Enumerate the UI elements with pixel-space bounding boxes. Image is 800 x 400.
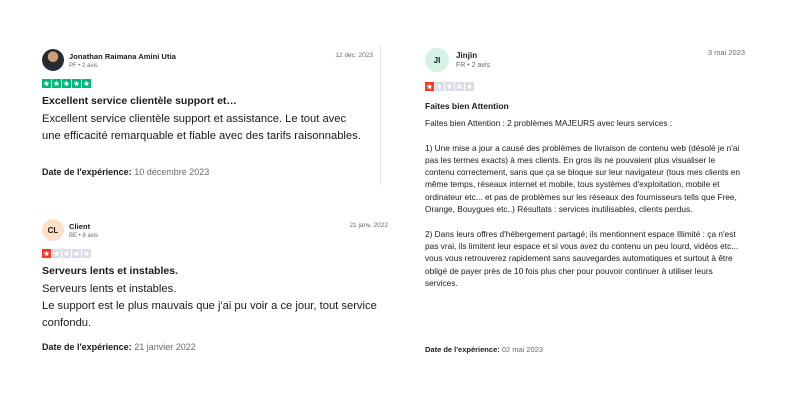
star-icon (42, 249, 51, 258)
review-title[interactable]: Faites bien Attention (425, 101, 509, 111)
star-rating (425, 82, 474, 91)
star-icon (52, 79, 61, 88)
avatar[interactable] (42, 219, 64, 241)
experience-value: 10 décembre 2023 (134, 167, 210, 177)
review-date: 21 janv. 2022 (349, 222, 388, 229)
review-header (42, 45, 176, 75)
author-name[interactable]: Client (69, 221, 91, 231)
experience-value: 21 janvier 2022 (134, 342, 196, 352)
star-icon (52, 249, 61, 258)
avatar-initials: CL (47, 225, 59, 235)
star-icon (425, 82, 434, 91)
star-icon (455, 82, 464, 91)
author-meta: BE • 8 avis (69, 232, 99, 239)
review-date: 12 déc. 2023 (335, 52, 373, 59)
experience-value: 02 mai 2023 (501, 345, 544, 354)
star-icon (72, 249, 81, 258)
star-icon (82, 79, 91, 88)
review-body: Excellent service clientèle support et assistance. Le tout avec une efficacité remarquable et fiable avec des tarifs raisonnables. (42, 113, 361, 142)
avatar[interactable] (42, 49, 64, 71)
avatar-initials: JI (433, 55, 441, 65)
review-header (42, 215, 98, 245)
star-icon (62, 79, 71, 88)
review-body: Serveurs lents et instables. Le support est le plus mauvais que j'ai pu voir a ce jour, tout service confondu. (42, 283, 377, 329)
star-icon (465, 82, 474, 91)
review-card (42, 45, 377, 185)
experience-label: Date de l'expérience: (42, 342, 132, 352)
star-icon (72, 79, 81, 88)
author-name[interactable]: Jonathan Raimana Amini Utia (69, 51, 176, 61)
author-meta: PF • 2 avis (69, 62, 98, 69)
star-rating (42, 249, 91, 258)
experience-date (42, 342, 196, 352)
experience-date (425, 345, 543, 354)
review-title[interactable]: Excellent service clientèle support et… (42, 95, 237, 107)
star-icon (62, 249, 71, 258)
star-rating (42, 79, 91, 88)
review-card (425, 45, 745, 360)
experience-label: Date de l'expérience: (42, 167, 132, 177)
author-meta: FR • 2 avis (456, 62, 490, 69)
experience-date (42, 167, 209, 177)
review-card (42, 215, 392, 360)
review-header (425, 45, 490, 75)
star-icon (42, 79, 51, 88)
author-name[interactable]: Jinjin (456, 51, 478, 60)
star-icon (82, 249, 91, 258)
review-title[interactable]: Serveurs lents et instables. (42, 265, 178, 277)
experience-label: Date de l'expérience: (425, 345, 500, 354)
review-date: 3 mai 2023 (707, 48, 745, 57)
avatar[interactable] (425, 48, 449, 72)
review-body: Faites bien Attention : 2 problèmes MAJEURS avec leurs services : 1) Une mise a jour a causé des problèmes de livraison de contenu web (désolé je n'ai pas les termes exacts) à mes clients. En gros ils ne pouvaient plus visualiser le contenu correctement, sans que ça se bloque sur leur navigateur (tous mes clients en même temps, réseaux internet et mobile, tous systèmes d'exploitation, mobile et ordinateur etc... et pas de problèmes sur les réseaux des fournisseurs tells que Free, Orange, Bouygues etc..) Résultats : services inutilisables, clients perdus. 2) Dans leurs offres d'hébergement partagé; ils mentionnent espace Illimité : ça n'est pas vrai, ils limitent leur espace et si vous avez du contenu un peu lourd, vidéos etc... vous vous retrouverez rapidement sans sauvegardes automatiques et surtout à être obligé de payer près de 10 fois plus cher pour pouvoir continuer à utiliser leurs services. (425, 118, 740, 288)
star-icon (445, 82, 454, 91)
star-icon (435, 82, 444, 91)
column-divider (380, 45, 381, 185)
